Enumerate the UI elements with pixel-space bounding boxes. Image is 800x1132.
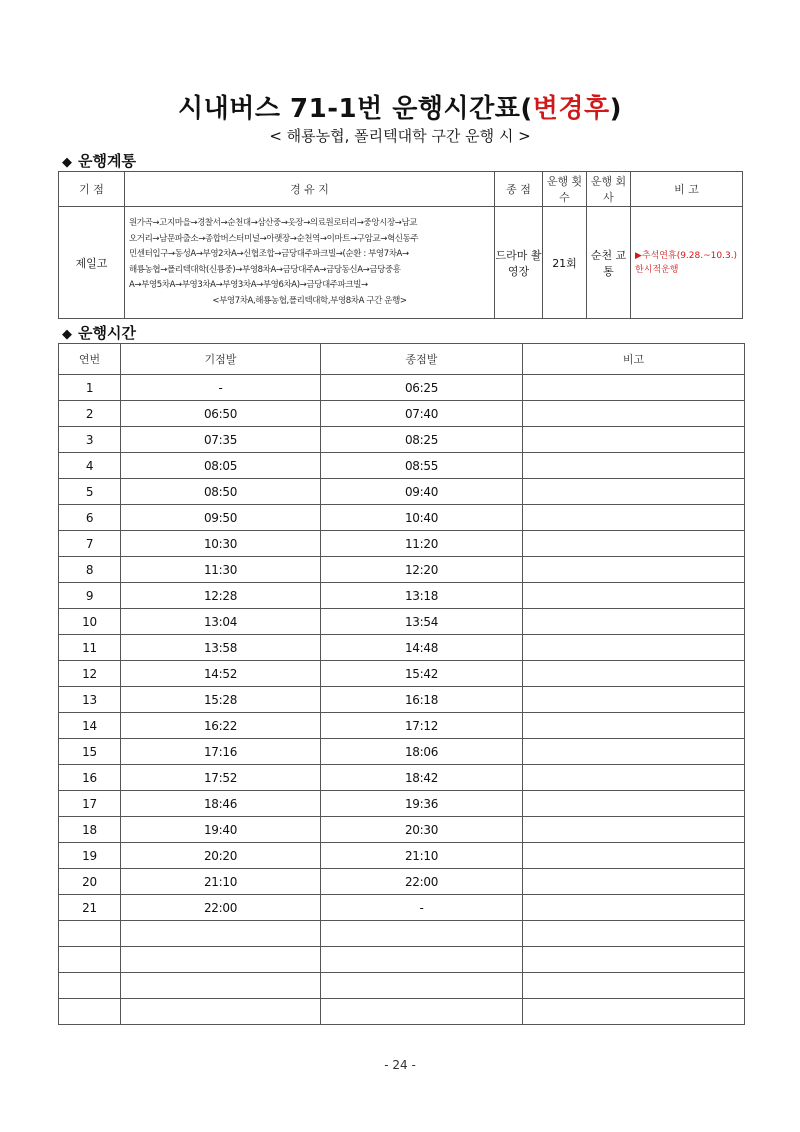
remarks-cell bbox=[523, 661, 745, 687]
arrive-time: 07:40 bbox=[321, 401, 523, 427]
remarks-cell bbox=[523, 739, 745, 765]
row-number: 12 bbox=[59, 661, 121, 687]
arrive-time: 16:18 bbox=[321, 687, 523, 713]
empty-cell bbox=[121, 947, 321, 973]
table-row bbox=[59, 817, 745, 843]
via-line: 민센터입구→동성A→부영2차A→신협조합→금당대주파크빌→(순환 : 부영7차A→ bbox=[129, 249, 409, 259]
depart-time: 14:52 bbox=[121, 661, 321, 687]
row-number: 18 bbox=[59, 817, 121, 843]
row-number: 2 bbox=[59, 401, 121, 427]
note-line: 한시적운행 bbox=[635, 264, 679, 275]
diamond-icon: ◆ bbox=[62, 327, 72, 342]
empty-cell bbox=[321, 947, 523, 973]
table-row bbox=[59, 687, 745, 713]
empty-cell bbox=[59, 999, 121, 1025]
route-table bbox=[58, 171, 743, 319]
route-note bbox=[631, 207, 743, 319]
arrive-time: 09:40 bbox=[321, 479, 523, 505]
via-line: 오거리→남문파출소→종합버스터미널→아랫장→순천역→이마트→구암교→혁신동주 bbox=[129, 233, 419, 244]
remarks-cell bbox=[523, 479, 745, 505]
empty-cell bbox=[321, 999, 523, 1025]
header-arrive: 종점발 bbox=[321, 344, 523, 375]
empty-row bbox=[59, 999, 745, 1025]
table-row bbox=[59, 843, 745, 869]
arrive-time: 08:25 bbox=[321, 427, 523, 453]
depart-time: 13:58 bbox=[121, 635, 321, 661]
table-row bbox=[59, 739, 745, 765]
table-row bbox=[59, 791, 745, 817]
depart-time: 17:16 bbox=[121, 739, 321, 765]
remarks-cell bbox=[523, 687, 745, 713]
route-start: 제일고 bbox=[59, 207, 125, 319]
depart-time: 06:50 bbox=[121, 401, 321, 427]
arrive-time: 08:55 bbox=[321, 453, 523, 479]
title-changed-label: 변경후 bbox=[532, 94, 610, 124]
row-number: 17 bbox=[59, 791, 121, 817]
arrive-time: 19:36 bbox=[321, 791, 523, 817]
route-trips: 21회 bbox=[543, 207, 587, 319]
empty-cell bbox=[523, 921, 745, 947]
remarks-cell bbox=[523, 453, 745, 479]
table-row bbox=[59, 427, 745, 453]
row-number: 14 bbox=[59, 713, 121, 739]
depart-time: 13:04 bbox=[121, 609, 321, 635]
depart-time: 08:50 bbox=[121, 479, 321, 505]
row-number: 9 bbox=[59, 583, 121, 609]
depart-time: 19:40 bbox=[121, 817, 321, 843]
row-number: 10 bbox=[59, 609, 121, 635]
depart-time: 22:00 bbox=[121, 895, 321, 921]
schedule-table bbox=[58, 343, 745, 1025]
header-remarks: 비고 bbox=[523, 344, 745, 375]
header-company: 운행 회사 bbox=[587, 172, 631, 207]
schedule-section-label: 운행시간 bbox=[78, 324, 136, 342]
remarks-cell bbox=[523, 713, 745, 739]
depart-time: 15:28 bbox=[121, 687, 321, 713]
table-row bbox=[59, 609, 745, 635]
remarks-cell bbox=[523, 635, 745, 661]
arrive-time: 13:18 bbox=[321, 583, 523, 609]
depart-time: 09:50 bbox=[121, 505, 321, 531]
title-paren-close: ) bbox=[609, 94, 622, 124]
remarks-cell bbox=[523, 869, 745, 895]
route-section-heading bbox=[62, 150, 136, 171]
remarks-cell bbox=[523, 817, 745, 843]
table-row bbox=[59, 765, 745, 791]
arrive-time: 18:42 bbox=[321, 765, 523, 791]
route-table-header bbox=[59, 172, 743, 207]
remarks-cell bbox=[523, 895, 745, 921]
arrive-time: 13:54 bbox=[321, 609, 523, 635]
empty-row bbox=[59, 973, 745, 999]
row-number: 5 bbox=[59, 479, 121, 505]
table-row bbox=[59, 505, 745, 531]
schedule-table-header bbox=[59, 344, 745, 375]
row-number: 20 bbox=[59, 869, 121, 895]
empty-cell bbox=[59, 921, 121, 947]
row-number: 6 bbox=[59, 505, 121, 531]
via-line: 해룡농협→폴리텍대학(신룡중)→부영8차A→금당대주A→금당동신A→금당중흥 bbox=[129, 264, 401, 275]
arrive-time: 15:42 bbox=[321, 661, 523, 687]
remarks-cell bbox=[523, 375, 745, 401]
schedule-section-heading bbox=[62, 322, 136, 343]
diamond-icon: ◆ bbox=[62, 155, 72, 170]
arrive-time: - bbox=[321, 895, 523, 921]
table-row bbox=[59, 479, 745, 505]
page-subtitle: < 해룡농협, 폴리텍대학 구간 운행 시 > bbox=[269, 127, 531, 145]
arrive-time: 20:30 bbox=[321, 817, 523, 843]
arrive-time: 11:20 bbox=[321, 531, 523, 557]
empty-cell bbox=[523, 973, 745, 999]
arrive-time: 21:10 bbox=[321, 843, 523, 869]
header-end: 종 점 bbox=[495, 172, 543, 207]
row-number: 16 bbox=[59, 765, 121, 791]
title-paren-open: ( bbox=[520, 94, 533, 124]
via-line: A→부영5차A→부영3차A→부영3차A→부영6차A)→금당대주파크빌→ bbox=[129, 280, 368, 290]
header-depart: 기점발 bbox=[121, 344, 321, 375]
empty-cell bbox=[59, 973, 121, 999]
table-row bbox=[59, 401, 745, 427]
empty-row bbox=[59, 947, 745, 973]
table-row bbox=[59, 557, 745, 583]
note-line: ▶추석연휴(9.28.~10.3.) bbox=[635, 250, 738, 261]
route-via bbox=[125, 207, 495, 319]
depart-time: 17:52 bbox=[121, 765, 321, 791]
table-row bbox=[59, 583, 745, 609]
title-main: 시내버스 71-1번 운행시간표 bbox=[178, 94, 521, 124]
schedule-table-body bbox=[59, 375, 745, 1025]
empty-cell bbox=[121, 999, 321, 1025]
remarks-cell bbox=[523, 583, 745, 609]
table-row bbox=[59, 713, 745, 739]
row-number: 1 bbox=[59, 375, 121, 401]
remarks-cell bbox=[523, 791, 745, 817]
table-row bbox=[59, 635, 745, 661]
table-row bbox=[59, 661, 745, 687]
arrive-time: 10:40 bbox=[321, 505, 523, 531]
row-number: 8 bbox=[59, 557, 121, 583]
depart-time: 21:10 bbox=[121, 869, 321, 895]
empty-cell bbox=[321, 921, 523, 947]
row-number: 7 bbox=[59, 531, 121, 557]
header-via: 경 유 지 bbox=[125, 172, 495, 207]
header-start: 기 점 bbox=[59, 172, 125, 207]
remarks-cell bbox=[523, 505, 745, 531]
row-number: 13 bbox=[59, 687, 121, 713]
route-section-label: 운행계통 bbox=[78, 152, 136, 170]
depart-time: 16:22 bbox=[121, 713, 321, 739]
row-number: 19 bbox=[59, 843, 121, 869]
header-note: 비 고 bbox=[631, 172, 743, 207]
remarks-cell bbox=[523, 843, 745, 869]
remarks-cell bbox=[523, 531, 745, 557]
table-row bbox=[59, 375, 745, 401]
row-number: 4 bbox=[59, 453, 121, 479]
arrive-time: 17:12 bbox=[321, 713, 523, 739]
row-number: 15 bbox=[59, 739, 121, 765]
empty-cell bbox=[321, 973, 523, 999]
table-row bbox=[59, 453, 745, 479]
depart-time: 07:35 bbox=[121, 427, 321, 453]
empty-cell bbox=[121, 973, 321, 999]
table-row bbox=[59, 869, 745, 895]
page-number: - 24 - bbox=[384, 1058, 416, 1072]
table-row bbox=[59, 531, 745, 557]
arrive-time: 06:25 bbox=[321, 375, 523, 401]
depart-time: 20:20 bbox=[121, 843, 321, 869]
route-company: 순천 교통 bbox=[587, 207, 631, 319]
table-row bbox=[59, 895, 745, 921]
remarks-cell bbox=[523, 557, 745, 583]
depart-time: 10:30 bbox=[121, 531, 321, 557]
via-line-last: <부영7차A,해룡농협,폴리텍대학,부영8차A 구간 운행> bbox=[212, 295, 407, 306]
remarks-cell bbox=[523, 609, 745, 635]
remarks-cell bbox=[523, 401, 745, 427]
route-end: 드라마 촬영장 bbox=[495, 207, 543, 319]
empty-row bbox=[59, 921, 745, 947]
empty-cell bbox=[523, 947, 745, 973]
header-trips: 운행 횟수 bbox=[543, 172, 587, 207]
remarks-cell bbox=[523, 427, 745, 453]
row-number: 3 bbox=[59, 427, 121, 453]
arrive-time: 22:00 bbox=[321, 869, 523, 895]
arrive-time: 12:20 bbox=[321, 557, 523, 583]
depart-time: 18:46 bbox=[121, 791, 321, 817]
depart-time: 11:30 bbox=[121, 557, 321, 583]
depart-time: - bbox=[121, 375, 321, 401]
route-table-row bbox=[59, 207, 743, 319]
arrive-time: 14:48 bbox=[321, 635, 523, 661]
row-number: 21 bbox=[59, 895, 121, 921]
depart-time: 12:28 bbox=[121, 583, 321, 609]
row-number: 11 bbox=[59, 635, 121, 661]
empty-cell bbox=[121, 921, 321, 947]
via-line: 원가곡→고지마을→경찰서→순천대→삼산중→옷장→의료원로터리→중앙시장→남교 bbox=[129, 218, 418, 228]
empty-cell bbox=[59, 947, 121, 973]
page-title bbox=[0, 88, 800, 125]
header-no: 연번 bbox=[59, 344, 121, 375]
depart-time: 08:05 bbox=[121, 453, 321, 479]
remarks-cell bbox=[523, 765, 745, 791]
empty-cell bbox=[523, 999, 745, 1025]
arrive-time: 18:06 bbox=[321, 739, 523, 765]
